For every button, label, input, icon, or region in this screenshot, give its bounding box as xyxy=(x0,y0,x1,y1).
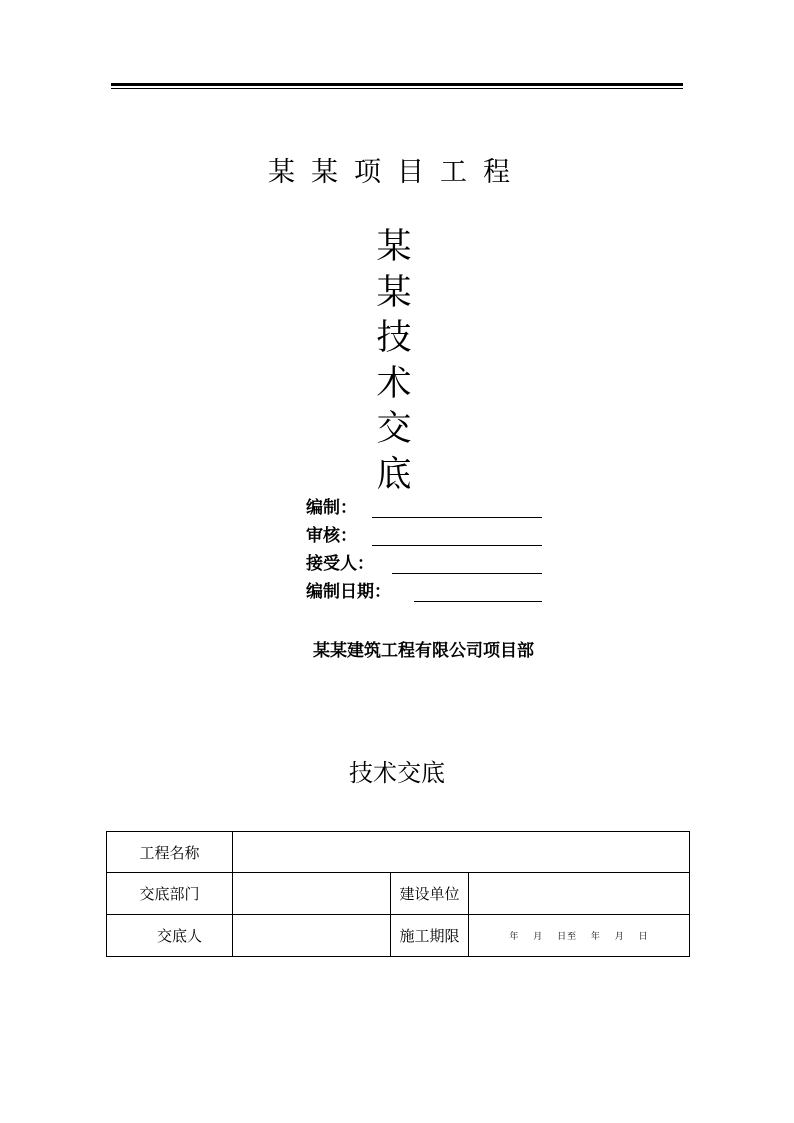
table-row xyxy=(107,832,690,873)
recipient-label: 接受人： xyxy=(306,554,374,574)
construction-period-label: 施工期限 xyxy=(391,915,469,957)
vertical-title-char: 交 xyxy=(376,409,412,449)
construction-unit-label: 建设单位 xyxy=(391,873,469,915)
disclosure-info-table xyxy=(106,831,690,957)
disclosure-heading: 技术交底 xyxy=(349,759,445,787)
compiler-label: 编制： xyxy=(306,498,357,518)
construction-period-value[interactable]: 年 月 日至 年 月 日 xyxy=(469,915,690,957)
header-rule-thick xyxy=(111,83,683,86)
construction-unit-value[interactable] xyxy=(469,873,690,915)
reviewer-signature-line[interactable] xyxy=(372,545,542,546)
reviewer-label: 审核： xyxy=(306,526,357,546)
vertical-title-char: 某 xyxy=(376,227,412,267)
compile-date-label: 编制日期： xyxy=(306,582,391,602)
recipient-signature-line[interactable] xyxy=(392,573,542,574)
table-row xyxy=(107,873,690,915)
signature-row-date xyxy=(306,580,542,608)
project-name-value[interactable] xyxy=(233,832,690,873)
signature-row-compiler xyxy=(306,496,542,524)
vertical-title-char: 技 xyxy=(376,318,412,358)
company-name: 某某建筑工程有限公司项目部 xyxy=(313,641,534,661)
table-row xyxy=(107,915,690,957)
disclosure-person-value[interactable] xyxy=(233,915,391,957)
signature-fields xyxy=(306,496,542,608)
project-title: 某某项目工程 xyxy=(268,157,526,188)
vertical-title-char: 术 xyxy=(376,363,412,404)
department-label: 交底部门 xyxy=(107,873,233,915)
vertical-document-title xyxy=(374,225,414,498)
project-name-label: 工程名称 xyxy=(107,832,233,873)
vertical-title-char: 底 xyxy=(376,454,412,495)
compiler-signature-line[interactable] xyxy=(372,517,542,518)
disclosure-person-label: 交底人 xyxy=(107,915,233,957)
department-value[interactable] xyxy=(233,873,391,915)
compile-date-line[interactable] xyxy=(414,601,542,602)
signature-row-reviewer xyxy=(306,524,542,552)
header-rule-thin xyxy=(111,88,683,89)
vertical-title-char: 某 xyxy=(376,272,412,313)
signature-row-recipient xyxy=(306,552,542,580)
